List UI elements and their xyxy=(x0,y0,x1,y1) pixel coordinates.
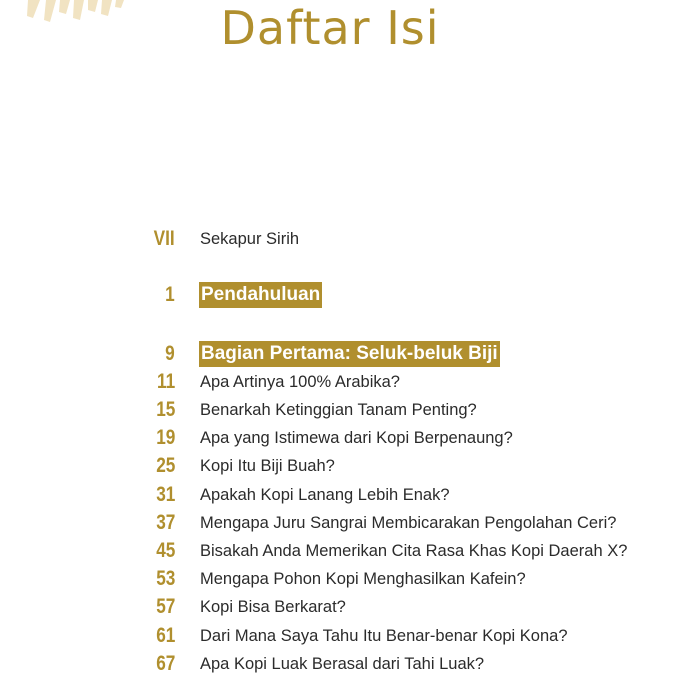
toc-entry[interactable] xyxy=(0,452,700,480)
toc-page-number: 25 xyxy=(155,454,175,477)
page-title: Daftar Isi xyxy=(220,1,440,55)
toc-section-label: Bagian Pertama: Seluk-beluk Biji xyxy=(199,341,500,367)
toc-entry[interactable] xyxy=(0,565,700,593)
toc-entry[interactable] xyxy=(0,650,700,678)
toc-entry-label: Apakah Kopi Lanang Lebih Enak? xyxy=(200,486,450,504)
toc-entry-label: Benarkah Ketinggian Tanam Penting? xyxy=(200,401,477,419)
toc-entry-label: Sekapur Sirih xyxy=(200,230,300,248)
toc-page-number: 45 xyxy=(155,539,175,562)
toc-entry[interactable] xyxy=(0,481,700,509)
toc-entry-label: Dari Mana Saya Tahu Itu Benar-benar Kopi Kona? xyxy=(200,627,568,645)
toc-page-number: 9 xyxy=(165,342,175,365)
toc-page-number: 67 xyxy=(155,652,175,675)
toc-page-number: 11 xyxy=(156,370,175,393)
toc-entry-label: Mengapa Pohon Kopi Menghasilkan Kafein? xyxy=(200,570,526,588)
toc-section-label: Pendahuluan xyxy=(199,282,322,308)
toc-page-number: 61 xyxy=(155,624,175,647)
toc-entry-label: Kopi Bisa Berkarat? xyxy=(200,598,346,616)
toc-page-number: 37 xyxy=(155,511,175,534)
toc-entry[interactable] xyxy=(0,537,700,565)
toc-entry[interactable] xyxy=(0,622,700,650)
toc-page-number: 15 xyxy=(155,398,175,421)
toc-entry-label: Bisakah Anda Memerikan Cita Rasa Khas Kopi Daerah X? xyxy=(200,542,628,560)
toc-entry[interactable] xyxy=(0,225,700,253)
toc-page-number: 1 xyxy=(165,283,175,306)
toc-entry[interactable] xyxy=(0,509,700,537)
toc-entry-label: Mengapa Juru Sangrai Membicarakan Pengolahan Ceri? xyxy=(200,514,617,532)
toc-section-heading[interactable] xyxy=(0,340,700,368)
toc-page-number: 31 xyxy=(155,483,175,506)
toc-entry[interactable] xyxy=(0,396,700,424)
toc-entry[interactable] xyxy=(0,368,700,396)
toc-entry-label: Apa Kopi Luak Berasal dari Tahi Luak? xyxy=(200,655,485,673)
toc-page-number: 19 xyxy=(155,426,175,449)
toc-page-number: 53 xyxy=(155,567,175,590)
toc-entry[interactable] xyxy=(0,593,700,621)
toc-page-number: VII xyxy=(153,227,175,250)
toc-section-heading[interactable] xyxy=(0,281,700,309)
toc-entry-label: Apa Artinya 100% Arabika? xyxy=(200,373,400,391)
toc-entry-label: Kopi Itu Biji Buah? xyxy=(200,457,335,475)
toc-page-number: 57 xyxy=(155,595,175,618)
toc-entry-label: Apa yang Istimewa dari Kopi Berpenaung? xyxy=(200,429,513,447)
toc-entry[interactable] xyxy=(0,424,700,452)
